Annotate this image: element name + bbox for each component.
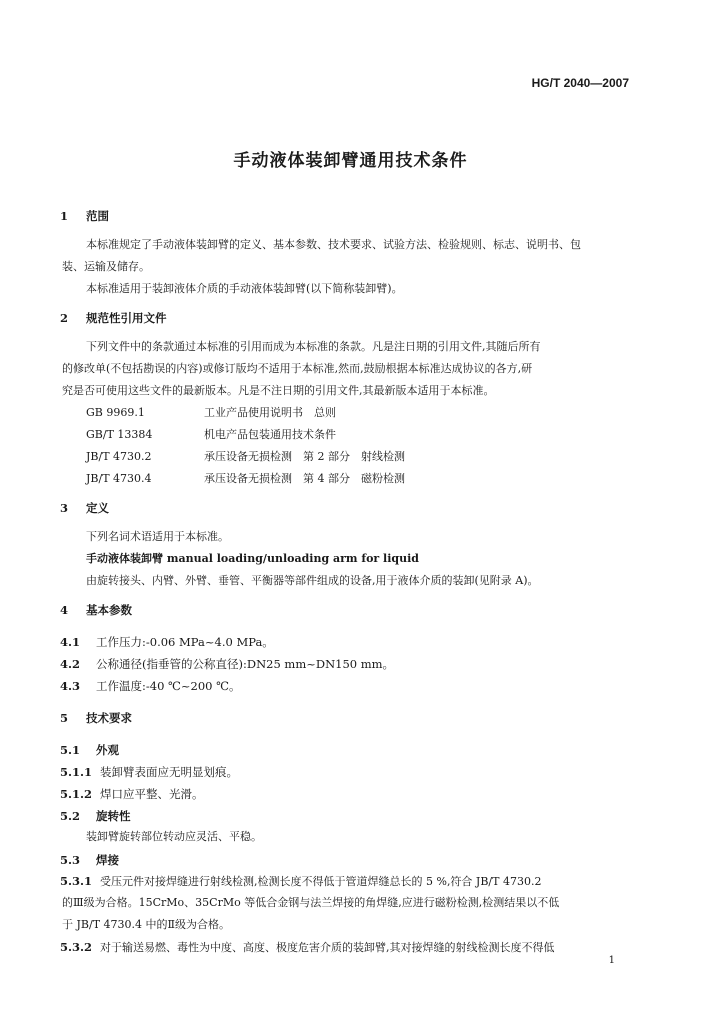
clause-5-1-heading	[60, 742, 119, 758]
reference-item	[86, 472, 405, 486]
section-4-heading	[60, 602, 132, 618]
clause-text: 公称通径(指垂管的公称直径):DN25 mm~DN150 mm。	[96, 657, 395, 671]
clause-number: 5.1.2	[60, 787, 93, 801]
clause-number: 5.3	[60, 853, 81, 867]
clause-4-2	[60, 656, 394, 672]
standard-number: HG/T 2040—2007	[531, 76, 629, 90]
reference-code: GB/T 13384	[86, 428, 153, 441]
paragraph: 下列名词术语适用于本标准。	[86, 530, 229, 543]
clause-5-1-1	[60, 764, 238, 780]
reference-code: JB/T 4730.4	[86, 472, 152, 485]
paragraph: 本标准规定了手动液体装卸臂的定义、基本参数、技术要求、试验方法、检验规则、标志、说明书、包	[86, 238, 581, 251]
section-title: 规范性引用文件	[86, 311, 167, 325]
paragraph: 本标准适用于装卸液体介质的手动液体装卸臂(以下简称装卸臂)。	[86, 282, 403, 295]
reference-code: GB 9969.1	[86, 406, 145, 419]
reference-item	[86, 406, 336, 420]
paragraph: 究是否可使用这些文件的最新版本。凡是不注日期的引用文件,其最新版本适用于本标准。	[62, 384, 495, 397]
reference-item	[86, 428, 336, 442]
clause-text: 工作压力:-0.06 MPa~4.0 MPa。	[96, 635, 274, 649]
clause-number: 4.1	[60, 635, 81, 649]
section-5-heading	[60, 710, 132, 726]
clause-number: 5.1.1	[60, 765, 93, 779]
paragraph: 装、运输及储存。	[62, 260, 150, 273]
document-title: 手动液体装卸臂通用技术条件	[233, 151, 468, 171]
section-number: 3	[60, 501, 69, 515]
clause-text: 受压元件对接焊缝进行射线检测,检测长度不得低于管道焊缝总长的 5 %,符合 JB/T 4730.2	[100, 875, 542, 888]
clause-5-3-1	[60, 874, 541, 889]
paragraph: 下列文件中的条款通过本标准的引用而成为本标准的条款。凡是注日期的引用文件,其随后所有	[86, 340, 541, 353]
section-1-heading	[60, 208, 109, 224]
term-definition: 由旋转接头、内臂、外臂、垂管、平衡器等部件组成的设备,用于液体介质的装卸(见附录 A)。	[86, 574, 539, 587]
clause-5-1-2	[60, 786, 204, 802]
clause-4-3	[60, 678, 241, 694]
clause-number: 5.2	[60, 809, 81, 823]
reference-name: 承压设备无损检测 第 4 部分 磁粉检测	[204, 472, 405, 485]
clause-number: 5.3.2	[60, 940, 93, 954]
reference-name: 工业产品使用说明书 总则	[204, 406, 336, 419]
clause-number: 4.2	[60, 657, 81, 671]
section-title: 基本参数	[86, 603, 132, 617]
section-number: 1	[60, 209, 69, 223]
clause-5-2-heading	[60, 808, 131, 824]
clause-number: 5.3.1	[60, 874, 93, 888]
section-number: 4	[60, 603, 69, 617]
clause-title: 焊接	[96, 853, 119, 867]
reference-name: 承压设备无损检测 第 2 部分 射线检测	[204, 450, 405, 463]
clause-4-1	[60, 634, 274, 650]
paragraph: 于 JB/T 4730.4 中的Ⅱ级为合格。	[62, 918, 230, 931]
section-title: 定义	[86, 501, 109, 515]
paragraph: 的修改单(不包括勘误的内容)或修订版均不适用于本标准,然而,鼓励根据本标准达成协议的各方,研	[62, 362, 533, 375]
section-3-heading	[60, 500, 109, 516]
clause-title: 旋转性	[96, 809, 131, 823]
paragraph: 装卸臂旋转部位转动应灵活、平稳。	[86, 830, 262, 843]
section-number: 5	[60, 711, 69, 725]
clause-text: 工作温度:-40 ℃~200 ℃。	[96, 679, 241, 693]
clause-title: 外观	[96, 743, 119, 757]
clause-5-3-2	[60, 940, 555, 955]
term-entry: 手动液体装卸臂 manual loading/unloading arm for liquid	[86, 552, 419, 565]
section-title: 技术要求	[86, 711, 132, 725]
clause-text: 对于输送易燃、毒性为中度、高度、极度危害介质的装卸臂,其对接焊缝的射线检测长度不得低	[100, 941, 555, 954]
reference-name: 机电产品包装通用技术条件	[204, 428, 336, 441]
section-number: 2	[60, 311, 69, 325]
section-title: 范围	[86, 209, 109, 223]
clause-number: 4.3	[60, 679, 81, 693]
paragraph: 的Ⅲ级为合格。15CrMo、35CrMo 等低合金钢与法兰焊接的角焊缝,应进行磁粉检测,检测结果以不低	[62, 896, 560, 909]
reference-item	[86, 450, 405, 464]
reference-code: JB/T 4730.2	[86, 450, 152, 463]
clause-text: 焊口应平整、光滑。	[100, 787, 204, 801]
clause-number: 5.1	[60, 743, 81, 757]
clause-text: 装卸臂表面应无明显划痕。	[100, 765, 238, 779]
clause-5-3-heading	[60, 852, 119, 868]
section-2-heading	[60, 310, 167, 326]
page-number: 1	[608, 955, 615, 966]
